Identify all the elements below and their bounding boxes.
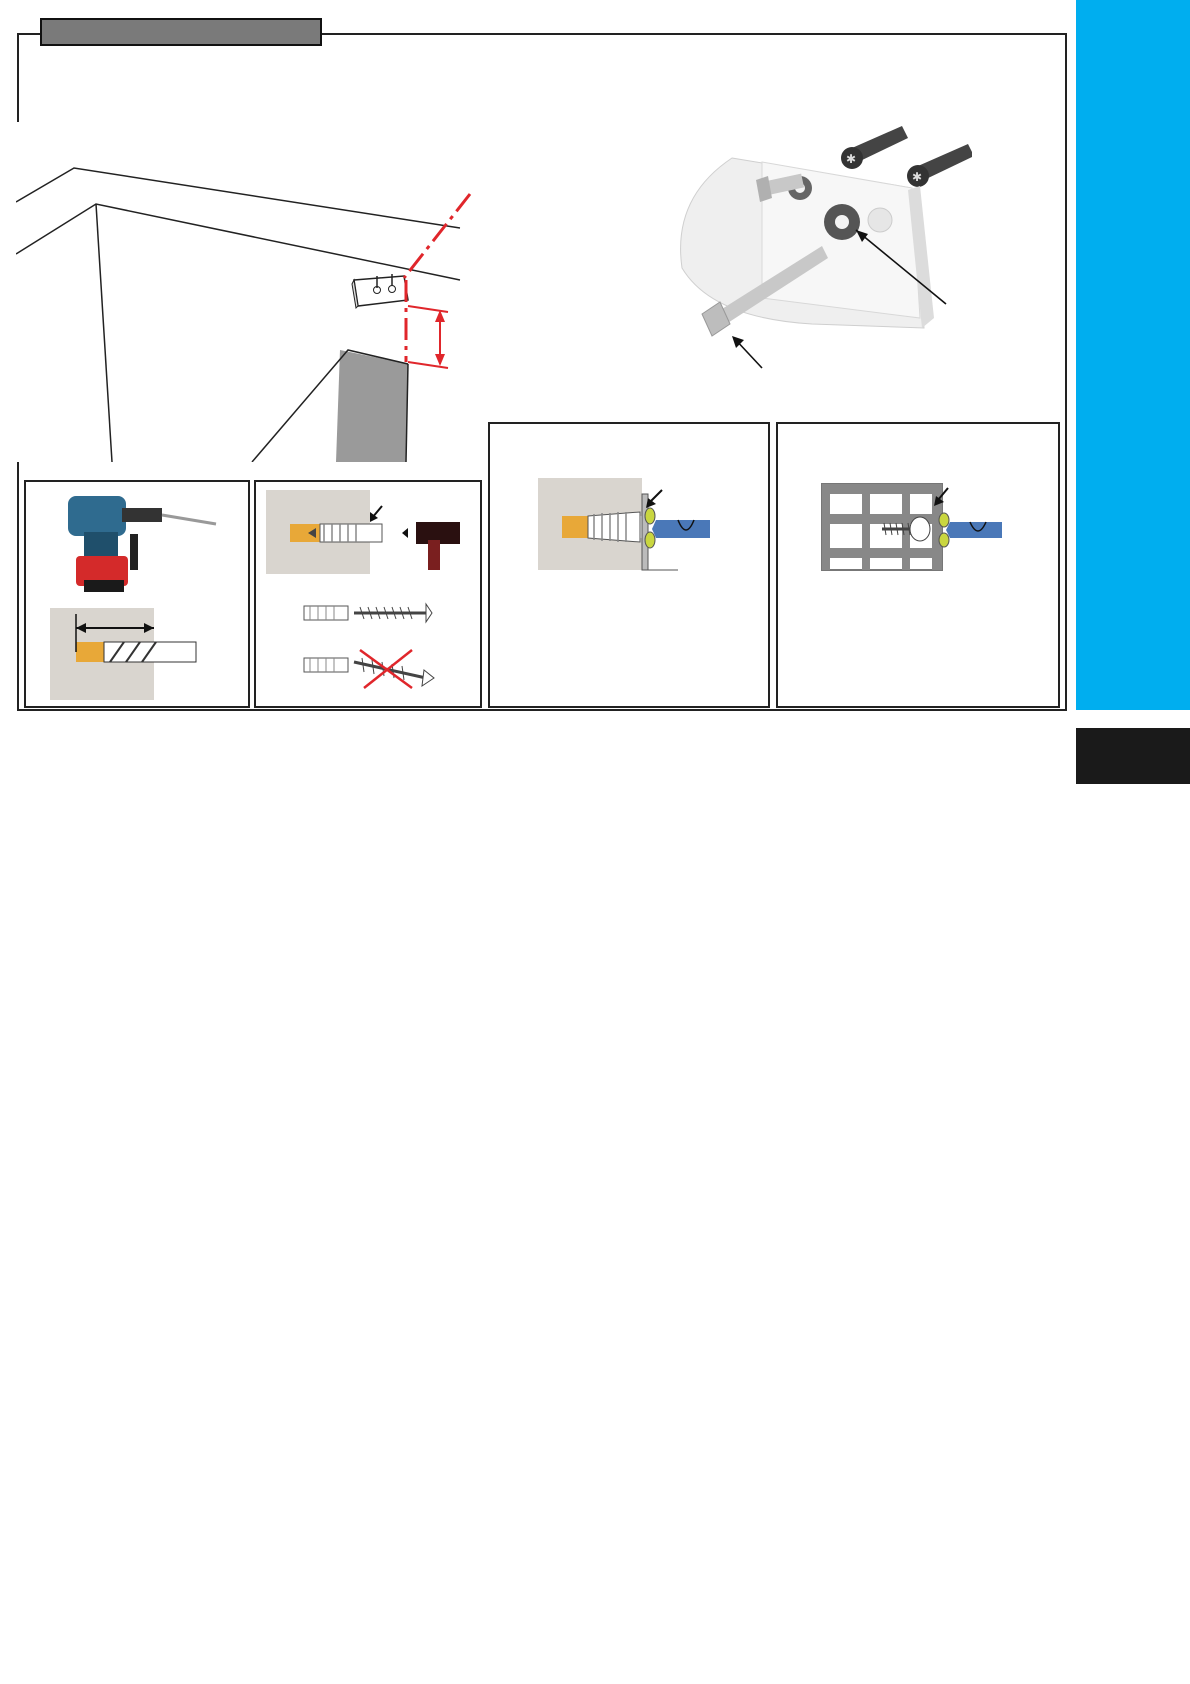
wall-corner-drawing: [16, 150, 476, 462]
svg-text:✱: ✱: [846, 152, 857, 166]
anchor-plug-icon: [841, 126, 908, 169]
anchor-plug-icon: [907, 144, 972, 187]
svg-text:✱: ✱: [912, 170, 923, 184]
correct-screw-icon: [304, 604, 432, 622]
drill-step-panel: [24, 480, 250, 708]
bracket-icon: [352, 274, 408, 308]
wrong-screw-icon: [304, 650, 434, 688]
drill-depth-diagram: [50, 608, 196, 700]
solid-wall-anchor-panel: [488, 422, 770, 708]
page-number-tab: [1076, 728, 1190, 784]
hollow-brick-anchor-diagram: [822, 484, 1002, 570]
section-title-bar: [40, 18, 322, 46]
plug-hammer-diagram: [266, 490, 460, 574]
plug-insertion-panel: [254, 480, 482, 708]
hammer-drill-icon: [68, 496, 216, 592]
hollow-brick-anchor-panel: [776, 422, 1060, 708]
bracket-hardware-photo: [672, 118, 972, 378]
solid-wall-anchor-diagram: [538, 478, 710, 570]
side-tab: [1076, 0, 1190, 710]
